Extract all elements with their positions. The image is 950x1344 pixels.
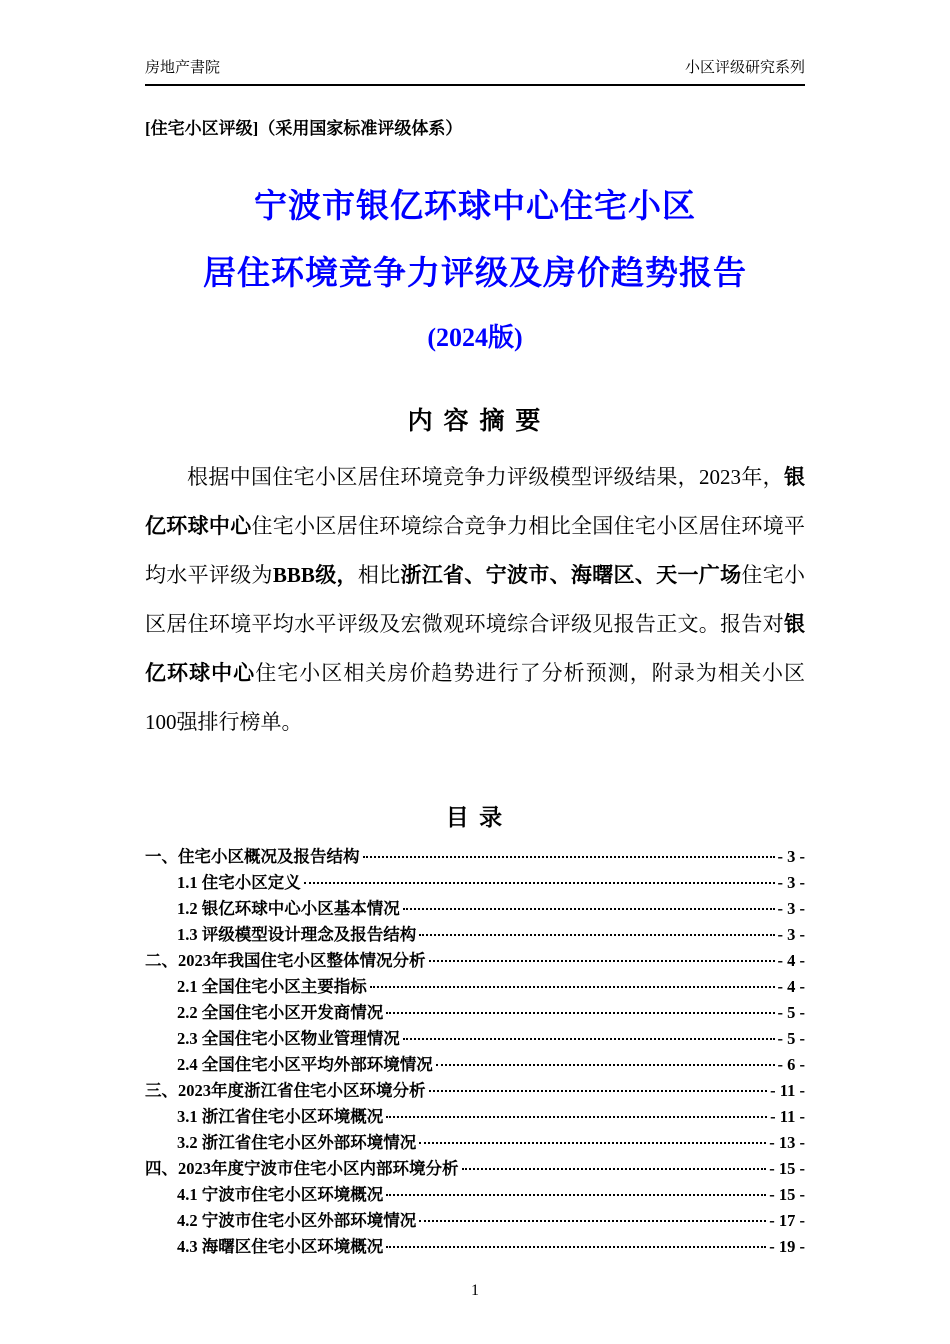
toc-page-number: - 3 - bbox=[777, 846, 805, 866]
toc-page-number: - 11 - bbox=[770, 1080, 805, 1100]
toc-dot-leader bbox=[436, 1064, 775, 1066]
toc-entry-label: 一、住宅小区概况及报告结构 bbox=[145, 846, 360, 866]
toc-entry bbox=[145, 922, 805, 948]
summary-text-segment: 浙江省、宁波市、海曙区、天一广场 bbox=[400, 562, 742, 587]
toc-entry bbox=[145, 1234, 805, 1260]
toc-entry bbox=[145, 1052, 805, 1078]
toc-page-number: - 3 - bbox=[777, 872, 805, 892]
toc-page-number: - 5 - bbox=[777, 1002, 805, 1022]
toc-entry bbox=[145, 870, 805, 896]
toc-entry-label: 2.4 全国住宅小区平均外部环境情况 bbox=[177, 1054, 433, 1074]
toc-dot-leader bbox=[386, 1012, 774, 1014]
toc-dot-leader bbox=[370, 986, 775, 988]
summary-text-segment: BBB级， bbox=[272, 562, 358, 587]
toc-dot-leader bbox=[419, 1220, 766, 1222]
toc-entry bbox=[145, 896, 805, 922]
toc-dot-leader bbox=[386, 1246, 766, 1248]
summary-text-segment: 住宅小区相关房价趋势进行了分析预测，附录为相关小区100强排行榜单。 bbox=[145, 660, 806, 734]
toc-page-number: - 6 - bbox=[777, 1054, 805, 1074]
toc-page-number: - 15 - bbox=[769, 1184, 805, 1204]
report-title-block bbox=[145, 191, 805, 351]
toc-entry-label: 三、2023年度浙江省住宅小区环境分析 bbox=[145, 1080, 426, 1100]
summary-text-segment: 住宅小区居住环境综合竞争力相比全国住宅小区居住环境平均水平评级为 bbox=[145, 513, 805, 587]
toc-entry-label: 4.1 宁波市住宅小区环境概况 bbox=[177, 1184, 384, 1204]
header-right-text: 小区评级研究系列 bbox=[684, 60, 805, 76]
summary-text-segment: 银亿环球中心 bbox=[145, 465, 805, 538]
toc-heading: 目 录 bbox=[445, 803, 505, 830]
toc-entry bbox=[145, 1078, 805, 1104]
toc-entry-label: 四、2023年度宁波市住宅小区内部环境分析 bbox=[145, 1158, 459, 1178]
report-edition: (2024版) bbox=[427, 323, 523, 352]
toc-entry bbox=[145, 1104, 805, 1130]
toc-entry bbox=[145, 1130, 805, 1156]
toc-page-number: - 17 - bbox=[769, 1210, 805, 1230]
toc-entry-label: 3.1 浙江省住宅小区环境概况 bbox=[177, 1106, 384, 1126]
summary-text-segment: 相比 bbox=[357, 562, 401, 587]
toc-entry-label: 2.1 全国住宅小区主要指标 bbox=[177, 976, 367, 996]
toc-entry-label: 3.2 浙江省住宅小区外部环境情况 bbox=[177, 1132, 417, 1152]
toc-page-number: - 3 - bbox=[777, 898, 805, 918]
toc-dot-leader bbox=[419, 1142, 766, 1144]
toc-page-number: - 4 - bbox=[777, 950, 805, 970]
toc-entry-label: 4.2 宁波市住宅小区外部环境情况 bbox=[177, 1210, 417, 1230]
toc-page-number: - 4 - bbox=[777, 976, 805, 996]
summary-text-segment: 根据中国住宅小区居住环境竞争力评级模型评级结果，2023年， bbox=[187, 465, 784, 489]
toc-dot-leader bbox=[403, 1038, 775, 1040]
toc-entry bbox=[145, 844, 805, 870]
toc-page-number: - 15 - bbox=[769, 1158, 805, 1178]
toc-dot-leader bbox=[429, 960, 775, 962]
report-title-line2: 居住环境竞争力评级及房价趋势报告 bbox=[203, 256, 747, 292]
report-title-line1: 宁波市银亿环球中心住宅小区 bbox=[254, 189, 696, 225]
toc-entry bbox=[145, 1208, 805, 1234]
toc-entry-label: 1.1 住宅小区定义 bbox=[177, 872, 301, 892]
toc-dot-leader bbox=[403, 908, 775, 910]
toc-page-number: - 5 - bbox=[777, 1028, 805, 1048]
table-of-contents bbox=[145, 844, 805, 1260]
toc-entry-label: 1.2 银亿环球中心小区基本情况 bbox=[177, 898, 400, 918]
toc-entry-label: 二、2023年我国住宅小区整体情况分析 bbox=[145, 950, 426, 970]
toc-entry bbox=[145, 948, 805, 974]
toc-entry bbox=[145, 1026, 805, 1052]
header-left-text: 房地产書院 bbox=[145, 60, 221, 76]
toc-page-number: - 13 - bbox=[769, 1132, 805, 1152]
page-header bbox=[145, 56, 805, 86]
summary-text-segment: 住宅小区居住环境平均水平评级及宏微观环境综合评级见报告正文。报告对 bbox=[145, 562, 806, 636]
toc-dot-leader bbox=[386, 1194, 766, 1196]
toc-page-number: - 3 - bbox=[777, 924, 805, 944]
toc-entry bbox=[145, 1000, 805, 1026]
toc-dot-leader bbox=[363, 856, 775, 858]
toc-entry-label: 2.3 全国住宅小区物业管理情况 bbox=[177, 1028, 400, 1048]
toc-entry bbox=[145, 1182, 805, 1208]
summary-paragraph bbox=[145, 453, 805, 747]
toc-entry-label: 1.3 评级模型设计理念及报告结构 bbox=[177, 924, 417, 944]
toc-entry bbox=[145, 974, 805, 1000]
toc-dot-leader bbox=[419, 934, 774, 936]
toc-entry-label: 4.3 海曙区住宅小区环境概况 bbox=[177, 1236, 384, 1256]
toc-dot-leader bbox=[462, 1168, 767, 1170]
report-series-tagline: [住宅小区评级]（采用国家标准评级体系） bbox=[145, 119, 463, 138]
toc-dot-leader bbox=[429, 1090, 768, 1092]
summary-heading: 内 容 摘 要 bbox=[407, 407, 543, 435]
toc-page-number: - 19 - bbox=[769, 1236, 805, 1256]
summary-text-segment: 银亿环球中心 bbox=[145, 611, 805, 685]
toc-entry bbox=[145, 1156, 805, 1182]
toc-entry-label: 2.2 全国住宅小区开发商情况 bbox=[177, 1002, 384, 1022]
toc-dot-leader bbox=[304, 882, 775, 884]
toc-page-number: - 11 - bbox=[770, 1106, 805, 1126]
page-number: 1 bbox=[471, 1282, 479, 1299]
toc-dot-leader bbox=[386, 1116, 767, 1118]
